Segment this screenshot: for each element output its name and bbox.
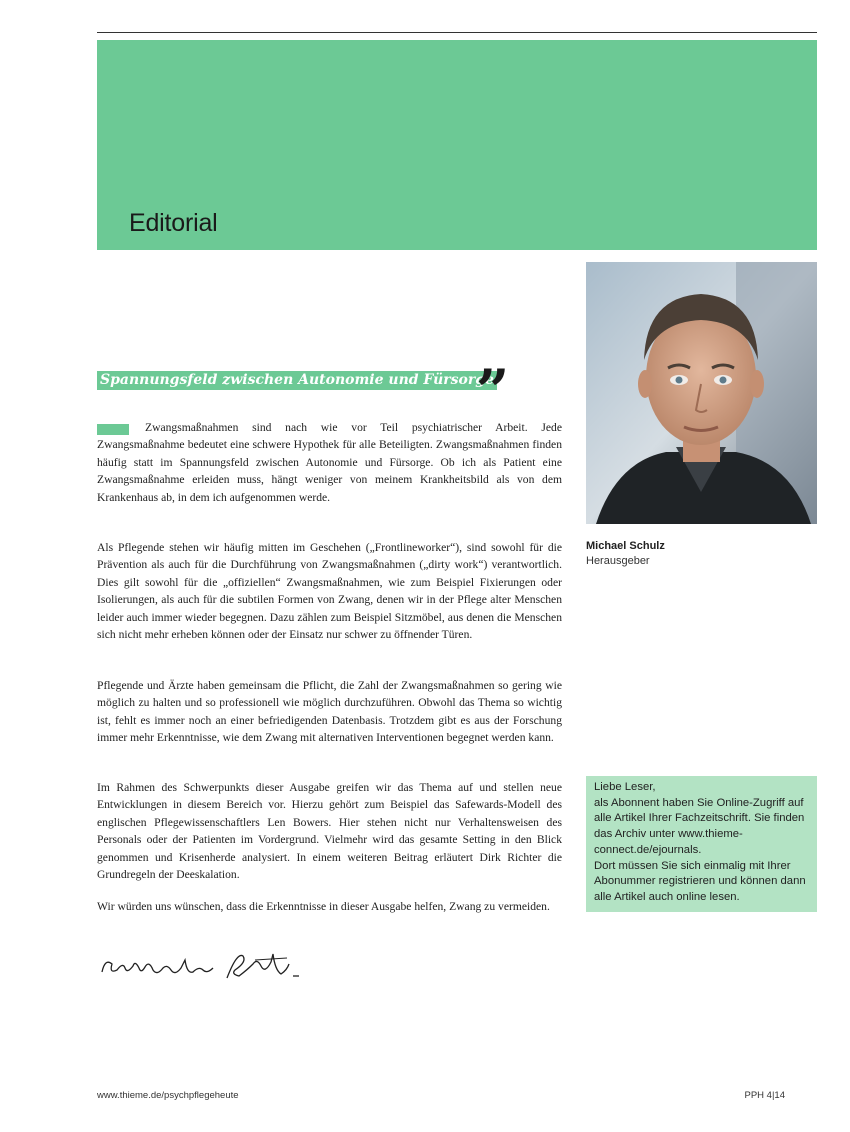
author-role: Herausgeber <box>586 555 650 567</box>
paragraph-text: Pflegende und Ärzte haben gemeinsam die Pflicht, die Zahl der Zwangsmaßnahmen so gering wie möglich zu halten und so professionell wie möglich durchzuführen. Obwohl das Thema so wichtig ist, fehlt es immer noch an einer befriedigenden Datenbasis. Trotzdem gibt es aus der Forschung immer mehr Erkenntnisse, wie dem Zwang mit alternativen Interventionen begegnet werden kann. <box>97 679 562 745</box>
section-banner <box>97 40 817 250</box>
article-paragraph-3 <box>97 677 562 747</box>
article-kicker: Spannungsfeld zwischen Autonomie und Fürsorge <box>97 371 497 390</box>
author-name: Michael Schulz <box>586 540 665 552</box>
info-text: Dort müssen Sie sich einmalig mit Ihrer Abonummer registrieren und können dann alle Artikel auch online lesen. <box>594 859 806 903</box>
article-paragraph-2 <box>97 539 562 643</box>
paragraph-text: Als Pflegende stehen wir häufig mitten im Geschehen („Frontlineworker“), sind sowohl für die Prävention als auch für die Durchführung von Zwangsmaßnahmen („dirty work“) verantwortlich. Dies gilt sowohl für die „offiziellen“ Zwangsmaßnahmen, wie zum Beispiel Fixierungen oder Isolierungen, als auch für die subtilen Formen von Zwang, denen wir in der Pflege alter Menschen leider auch immer wieder begegnen. Dazu zählen zum Beispiel Sitzmöbel, aus denen die Menschen sich nicht mehr erheben können oder der Einsatz nur schwer zu öffnender Türen. <box>97 541 562 642</box>
author-photo <box>586 262 817 524</box>
footer-issue: PPH 4|14 <box>744 1090 785 1101</box>
info-text: als Abonnent haben Sie Online-Zugriff auf alle Artikel Ihrer Fachzeitschrift. Sie finden das Archiv unter www.thieme-connect.de/ejournals. <box>594 796 805 856</box>
top-rule <box>97 32 817 33</box>
section-title: Editorial <box>129 209 218 237</box>
info-greeting: Liebe Leser, <box>594 781 656 793</box>
subscriber-info-box <box>586 776 817 912</box>
paragraph-text: Im Rahmen des Schwerpunkts dieser Ausgabe greifen wir das Thema auf und stellen neue Entwicklungen in diesem Bereich vor. Hierzu gehört zum Beispiel das Safewards-Modell des englischen Pflegewissenschaftlers Len Bowers. Hier stehen nicht nur Verhaltensweisen des Personals oder der Patienten im Vordergrund. Vielmehr wird das gesamte Setting in den Blick genommen und Krisenherde analysiert. In einem weiteren Beitrag erläutert Dirk Richter die Grundregeln der Deeskalation. <box>97 781 562 882</box>
signature-icon <box>97 940 302 990</box>
paragraph-text: Zwangsmaßnahmen sind nach wie vor Teil psychiatrischer Arbeit. Jede Zwangsmaßnahme bedeutet eine schwere Hypothek für alle Beteiligten. Zwangsmaßnahmen finden häufig statt im Spannungsfeld zwischen Autonomie und Fürsorge. Ob ich als Patient eine Zwangsmaßnahme erleiden muss, hängt weniger von meinem Krankheitsbild als von dem Krankenhaus ab, in dem ich aufgenommen werde. <box>97 421 562 504</box>
article-paragraph-5 <box>97 898 562 915</box>
footer-url[interactable]: www.thieme.de/psychpflegeheute <box>97 1090 239 1101</box>
quote-mark-icon: ” <box>476 357 510 425</box>
paragraph-text: Wir würden uns wünschen, dass die Erkenntnisse in dieser Ausgabe helfen, Zwang zu vermeiden. <box>97 900 550 913</box>
article-paragraph-4 <box>97 779 562 883</box>
article-paragraph-1 <box>97 419 562 506</box>
author-portrait-image <box>586 262 817 524</box>
